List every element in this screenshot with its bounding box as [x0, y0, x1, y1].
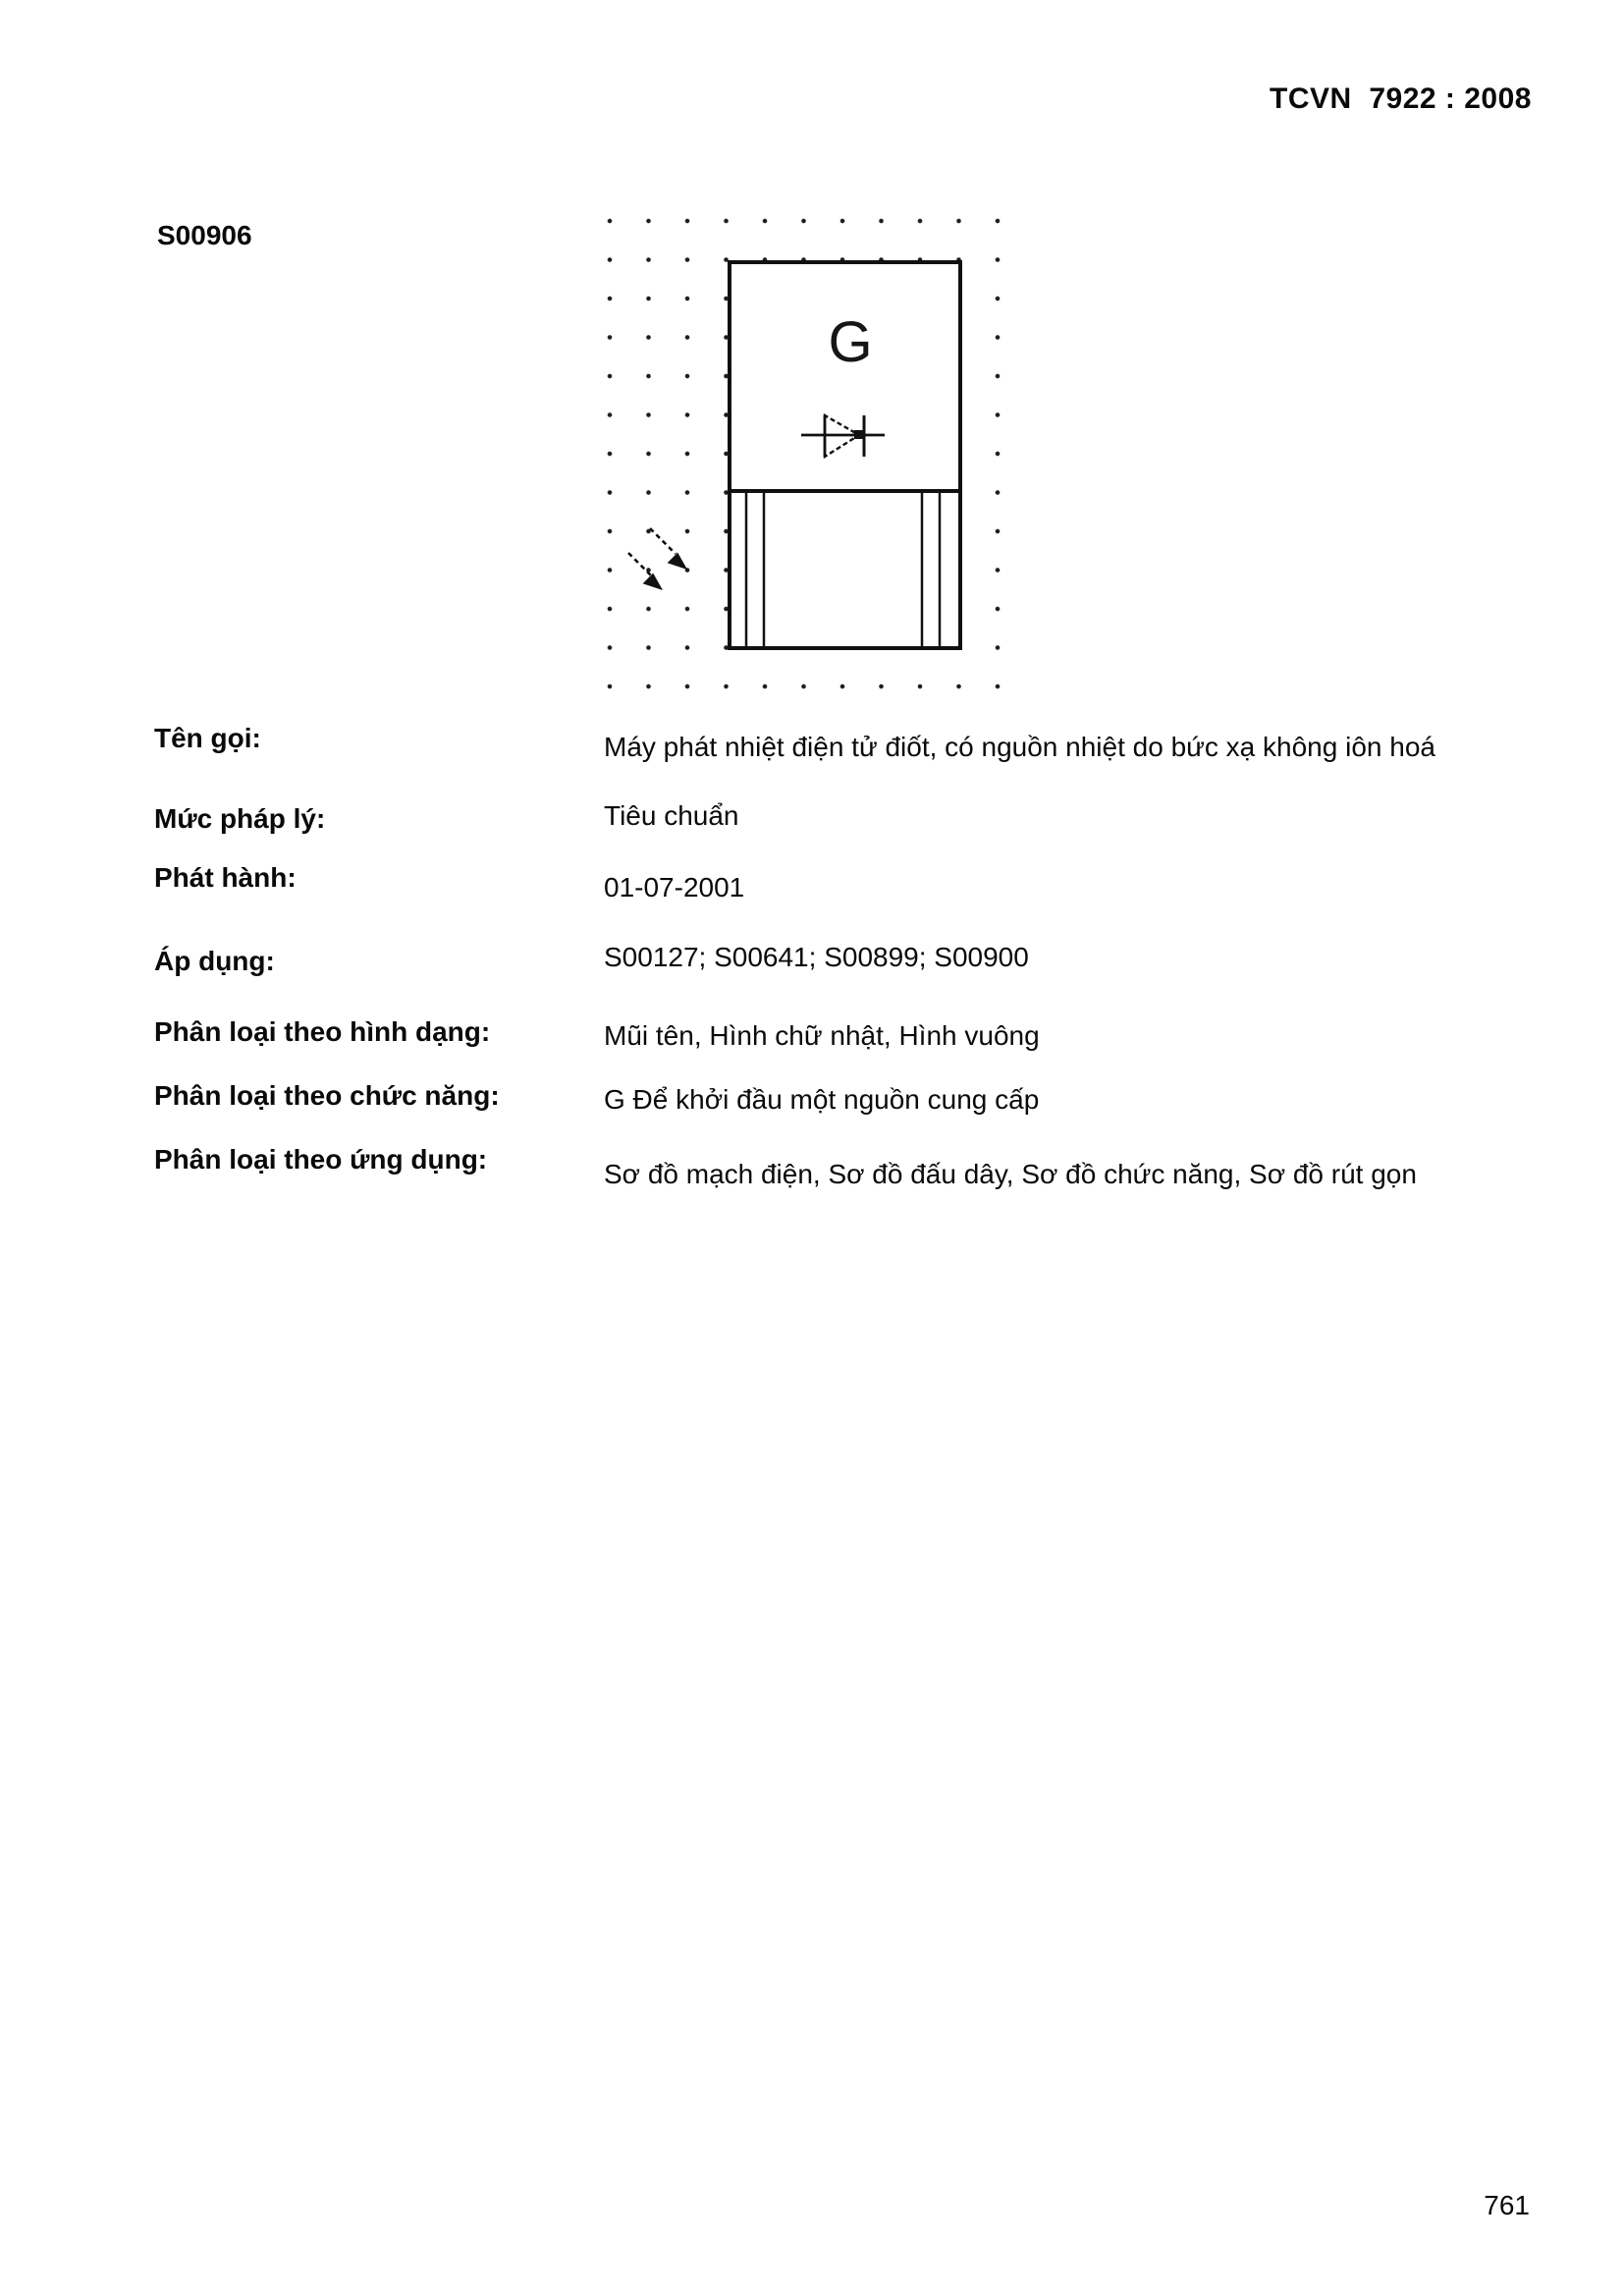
symbol-diagram [598, 209, 1010, 700]
field-label: Phát hành: [154, 862, 297, 893]
field-label: Phân loại theo hình dạng: [154, 1016, 491, 1047]
page-number: 761 [1484, 2190, 1530, 2220]
field-row-ap-dung [0, 942, 1624, 985]
field-label: Áp dụng: [154, 946, 275, 976]
field-value: G Để khởi đầu một nguồn cung cấp [604, 1084, 1040, 1115]
field-row-ten-goi [0, 723, 1624, 762]
field-row-phan-loai-hinh-dang [0, 1016, 1624, 1056]
generator-letter: G [828, 310, 873, 374]
field-label: Tên gọi: [154, 723, 261, 753]
field-row-phan-loai-chuc-nang [0, 1080, 1624, 1120]
field-label: Phân loại theo ứng dụng: [154, 1144, 488, 1175]
document-header: TCVN 7922 : 2008 [1270, 82, 1532, 115]
field-label: Phân loại theo chức năng: [154, 1080, 500, 1111]
field-value: Máy phát nhiệt điện tử điốt, có nguồn nhiệt do bức xạ không iôn hoá [604, 732, 1435, 762]
field-row-muc-phap-ly [0, 800, 1624, 843]
field-value: Mũi tên, Hình chữ nhật, Hình vuông [604, 1020, 1040, 1051]
field-row-phat-hanh [0, 862, 1624, 902]
field-value: Sơ đồ mạch điện, Sơ đồ đấu dây, Sơ đồ chức năng, Sơ đồ rút gọn [604, 1159, 1417, 1189]
field-value: S00127; S00641; S00899; S00900 [604, 942, 1029, 972]
symbol-id: S00906 [157, 220, 252, 250]
field-value: Tiêu chuẩn [604, 800, 739, 831]
field-row-phan-loai-ung-dung [0, 1144, 1624, 1189]
symbol-drawing [598, 209, 1010, 700]
radiation-arrows-icon [628, 528, 687, 590]
field-label: Mức pháp lý: [154, 803, 326, 834]
field-value: 01-07-2001 [604, 872, 745, 902]
